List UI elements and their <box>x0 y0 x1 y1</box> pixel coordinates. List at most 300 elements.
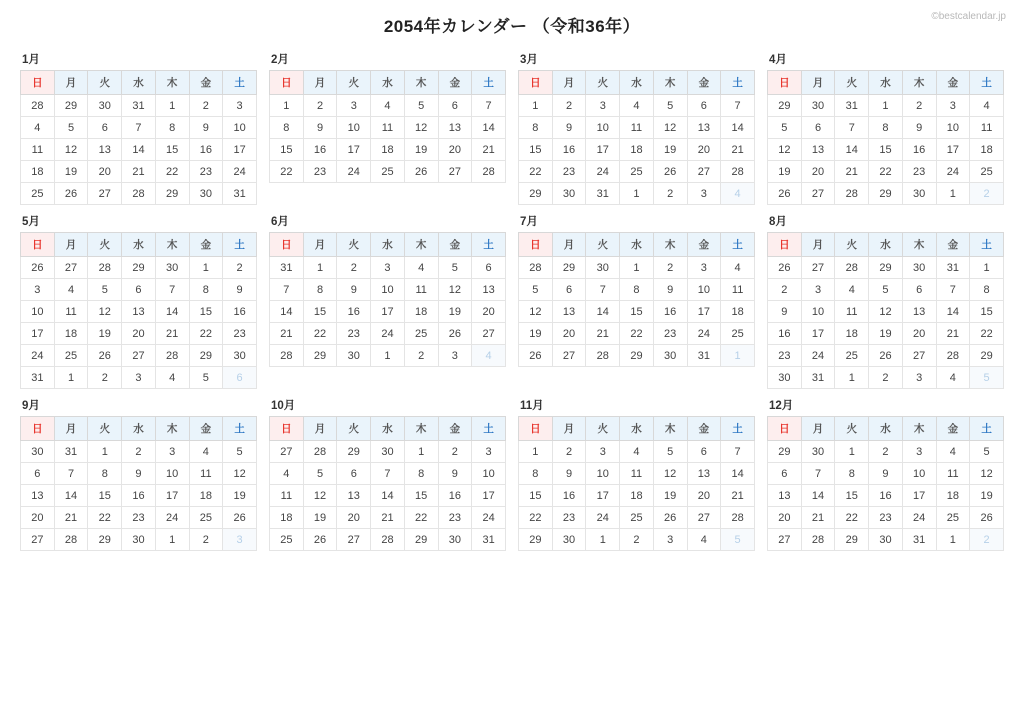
day-cell[interactable]: 16 <box>552 139 586 161</box>
day-cell[interactable]: 1 <box>371 345 405 367</box>
day-cell[interactable]: 12 <box>768 139 802 161</box>
day-cell[interactable]: 29 <box>620 345 654 367</box>
day-cell[interactable]: 4 <box>155 367 189 389</box>
day-cell[interactable]: 7 <box>155 279 189 301</box>
day-cell[interactable]: 19 <box>653 485 687 507</box>
day-cell[interactable]: 25 <box>970 161 1004 183</box>
day-cell[interactable]: 31 <box>801 367 835 389</box>
day-cell[interactable]: 9 <box>337 279 371 301</box>
day-cell[interactable]: 23 <box>552 161 586 183</box>
day-cell[interactable]: 30 <box>337 345 371 367</box>
day-cell[interactable]: 13 <box>472 279 506 301</box>
day-cell[interactable]: 20 <box>337 507 371 529</box>
day-cell[interactable]: 15 <box>835 485 869 507</box>
day-cell[interactable]: 31 <box>54 441 88 463</box>
day-cell[interactable]: 18 <box>404 301 438 323</box>
day-cell[interactable]: 19 <box>519 323 553 345</box>
day-cell[interactable]: 13 <box>801 139 835 161</box>
day-cell[interactable]: 16 <box>902 139 936 161</box>
day-cell[interactable]: 8 <box>88 463 122 485</box>
day-cell[interactable]: 3 <box>337 95 371 117</box>
day-cell[interactable]: 15 <box>519 485 553 507</box>
day-cell[interactable]: 18 <box>970 139 1004 161</box>
day-cell[interactable]: 13 <box>438 117 472 139</box>
day-cell[interactable]: 30 <box>586 257 620 279</box>
day-cell[interactable]: 3 <box>438 345 472 367</box>
day-cell[interactable]: 6 <box>687 441 721 463</box>
day-cell[interactable]: 25 <box>270 529 304 551</box>
day-cell[interactable]: 28 <box>936 345 970 367</box>
day-cell[interactable]: 2 <box>122 441 156 463</box>
day-cell[interactable]: 29 <box>519 529 553 551</box>
day-cell[interactable]: 17 <box>337 139 371 161</box>
day-cell[interactable]: 5 <box>869 279 903 301</box>
day-cell[interactable]: 13 <box>902 301 936 323</box>
day-cell[interactable]: 17 <box>801 323 835 345</box>
day-cell[interactable]: 27 <box>337 529 371 551</box>
day-cell[interactable]: 28 <box>519 257 553 279</box>
day-cell[interactable]: 6 <box>768 463 802 485</box>
day-cell[interactable]: 29 <box>519 183 553 205</box>
day-cell[interactable]: 9 <box>768 301 802 323</box>
day-cell[interactable]: 27 <box>54 257 88 279</box>
day-cell[interactable]: 28 <box>371 529 405 551</box>
day-cell[interactable]: 12 <box>869 301 903 323</box>
day-cell[interactable]: 10 <box>586 463 620 485</box>
day-cell[interactable]: 29 <box>970 345 1004 367</box>
day-cell[interactable]: 6 <box>223 367 257 389</box>
day-cell[interactable]: 11 <box>270 485 304 507</box>
day-cell[interactable]: 18 <box>620 139 654 161</box>
day-cell[interactable]: 2 <box>768 279 802 301</box>
day-cell[interactable]: 29 <box>88 529 122 551</box>
day-cell[interactable]: 14 <box>721 463 755 485</box>
day-cell[interactable]: 21 <box>721 485 755 507</box>
day-cell[interactable]: 24 <box>371 323 405 345</box>
day-cell[interactable]: 26 <box>303 529 337 551</box>
day-cell[interactable]: 24 <box>337 161 371 183</box>
day-cell[interactable]: 2 <box>189 529 223 551</box>
day-cell[interactable]: 7 <box>835 117 869 139</box>
day-cell[interactable]: 29 <box>404 529 438 551</box>
day-cell[interactable]: 8 <box>303 279 337 301</box>
day-cell[interactable]: 5 <box>189 367 223 389</box>
day-cell[interactable]: 26 <box>438 323 472 345</box>
day-cell[interactable]: 19 <box>404 139 438 161</box>
day-cell[interactable]: 30 <box>371 441 405 463</box>
day-cell[interactable]: 29 <box>835 529 869 551</box>
day-cell[interactable]: 27 <box>801 183 835 205</box>
day-cell[interactable]: 24 <box>902 507 936 529</box>
day-cell[interactable]: 1 <box>303 257 337 279</box>
day-cell[interactable]: 5 <box>54 117 88 139</box>
day-cell[interactable]: 4 <box>687 529 721 551</box>
day-cell[interactable]: 30 <box>902 183 936 205</box>
day-cell[interactable]: 6 <box>21 463 55 485</box>
day-cell[interactable]: 3 <box>687 183 721 205</box>
day-cell[interactable]: 10 <box>21 301 55 323</box>
day-cell[interactable]: 24 <box>586 161 620 183</box>
day-cell[interactable]: 3 <box>472 441 506 463</box>
day-cell[interactable]: 31 <box>472 529 506 551</box>
day-cell[interactable]: 3 <box>122 367 156 389</box>
day-cell[interactable]: 16 <box>303 139 337 161</box>
day-cell[interactable]: 30 <box>801 95 835 117</box>
day-cell[interactable]: 2 <box>552 95 586 117</box>
day-cell[interactable]: 3 <box>223 95 257 117</box>
day-cell[interactable]: 17 <box>586 485 620 507</box>
day-cell[interactable]: 20 <box>438 139 472 161</box>
day-cell[interactable]: 5 <box>653 441 687 463</box>
day-cell[interactable]: 22 <box>620 323 654 345</box>
day-cell[interactable]: 1 <box>88 441 122 463</box>
day-cell[interactable]: 4 <box>472 345 506 367</box>
day-cell[interactable]: 14 <box>371 485 405 507</box>
day-cell[interactable]: 20 <box>902 323 936 345</box>
day-cell[interactable]: 4 <box>721 183 755 205</box>
day-cell[interactable]: 1 <box>586 529 620 551</box>
day-cell[interactable]: 3 <box>21 279 55 301</box>
day-cell[interactable]: 25 <box>936 507 970 529</box>
day-cell[interactable]: 1 <box>519 441 553 463</box>
day-cell[interactable]: 16 <box>122 485 156 507</box>
day-cell[interactable]: 5 <box>438 257 472 279</box>
day-cell[interactable]: 29 <box>768 441 802 463</box>
day-cell[interactable]: 14 <box>155 301 189 323</box>
day-cell[interactable]: 11 <box>189 463 223 485</box>
day-cell[interactable]: 18 <box>189 485 223 507</box>
day-cell[interactable]: 25 <box>189 507 223 529</box>
day-cell[interactable]: 15 <box>519 139 553 161</box>
day-cell[interactable]: 30 <box>552 183 586 205</box>
day-cell[interactable]: 18 <box>54 323 88 345</box>
day-cell[interactable]: 23 <box>438 507 472 529</box>
day-cell[interactable]: 31 <box>21 367 55 389</box>
day-cell[interactable]: 4 <box>835 279 869 301</box>
day-cell[interactable]: 16 <box>653 301 687 323</box>
day-cell[interactable]: 5 <box>223 441 257 463</box>
day-cell[interactable]: 23 <box>337 323 371 345</box>
day-cell[interactable]: 4 <box>620 95 654 117</box>
day-cell[interactable]: 27 <box>122 345 156 367</box>
day-cell[interactable]: 1 <box>721 345 755 367</box>
day-cell[interactable]: 1 <box>970 257 1004 279</box>
day-cell[interactable]: 16 <box>223 301 257 323</box>
day-cell[interactable]: 18 <box>270 507 304 529</box>
day-cell[interactable]: 30 <box>902 257 936 279</box>
day-cell[interactable]: 8 <box>620 279 654 301</box>
day-cell[interactable]: 13 <box>552 301 586 323</box>
day-cell[interactable]: 12 <box>438 279 472 301</box>
day-cell[interactable]: 3 <box>586 95 620 117</box>
day-cell[interactable]: 15 <box>970 301 1004 323</box>
day-cell[interactable]: 30 <box>21 441 55 463</box>
day-cell[interactable]: 20 <box>552 323 586 345</box>
day-cell[interactable]: 2 <box>88 367 122 389</box>
day-cell[interactable]: 20 <box>801 161 835 183</box>
day-cell[interactable]: 12 <box>54 139 88 161</box>
day-cell[interactable]: 28 <box>54 529 88 551</box>
day-cell[interactable]: 2 <box>653 257 687 279</box>
day-cell[interactable]: 2 <box>303 95 337 117</box>
day-cell[interactable]: 18 <box>721 301 755 323</box>
day-cell[interactable]: 7 <box>270 279 304 301</box>
day-cell[interactable]: 4 <box>721 257 755 279</box>
day-cell[interactable]: 16 <box>438 485 472 507</box>
day-cell[interactable]: 12 <box>970 463 1004 485</box>
day-cell[interactable]: 15 <box>620 301 654 323</box>
day-cell[interactable]: 4 <box>54 279 88 301</box>
day-cell[interactable]: 14 <box>586 301 620 323</box>
day-cell[interactable]: 14 <box>801 485 835 507</box>
day-cell[interactable]: 25 <box>54 345 88 367</box>
day-cell[interactable]: 9 <box>303 117 337 139</box>
day-cell[interactable]: 5 <box>404 95 438 117</box>
day-cell[interactable]: 16 <box>337 301 371 323</box>
day-cell[interactable]: 22 <box>519 161 553 183</box>
day-cell[interactable]: 30 <box>223 345 257 367</box>
day-cell[interactable]: 5 <box>303 463 337 485</box>
day-cell[interactable]: 3 <box>371 257 405 279</box>
day-cell[interactable]: 22 <box>88 507 122 529</box>
day-cell[interactable]: 2 <box>970 529 1004 551</box>
day-cell[interactable]: 29 <box>54 95 88 117</box>
day-cell[interactable]: 28 <box>88 257 122 279</box>
day-cell[interactable]: 21 <box>721 139 755 161</box>
day-cell[interactable]: 24 <box>21 345 55 367</box>
day-cell[interactable]: 22 <box>519 507 553 529</box>
day-cell[interactable]: 30 <box>768 367 802 389</box>
day-cell[interactable]: 6 <box>337 463 371 485</box>
day-cell[interactable]: 30 <box>122 529 156 551</box>
day-cell[interactable]: 26 <box>653 161 687 183</box>
day-cell[interactable]: 28 <box>835 183 869 205</box>
day-cell[interactable]: 26 <box>970 507 1004 529</box>
day-cell[interactable]: 29 <box>337 441 371 463</box>
day-cell[interactable]: 12 <box>303 485 337 507</box>
day-cell[interactable]: 23 <box>768 345 802 367</box>
day-cell[interactable]: 23 <box>223 323 257 345</box>
day-cell[interactable]: 4 <box>404 257 438 279</box>
day-cell[interactable]: 8 <box>270 117 304 139</box>
day-cell[interactable]: 11 <box>21 139 55 161</box>
day-cell[interactable]: 24 <box>687 323 721 345</box>
day-cell[interactable]: 13 <box>88 139 122 161</box>
day-cell[interactable]: 19 <box>653 139 687 161</box>
day-cell[interactable]: 13 <box>122 301 156 323</box>
day-cell[interactable]: 28 <box>155 345 189 367</box>
day-cell[interactable]: 28 <box>270 345 304 367</box>
day-cell[interactable]: 7 <box>721 95 755 117</box>
day-cell[interactable]: 7 <box>472 95 506 117</box>
day-cell[interactable]: 21 <box>155 323 189 345</box>
day-cell[interactable]: 30 <box>801 441 835 463</box>
day-cell[interactable]: 2 <box>902 95 936 117</box>
day-cell[interactable]: 17 <box>936 139 970 161</box>
day-cell[interactable]: 7 <box>122 117 156 139</box>
day-cell[interactable]: 16 <box>189 139 223 161</box>
day-cell[interactable]: 9 <box>552 117 586 139</box>
day-cell[interactable]: 17 <box>902 485 936 507</box>
day-cell[interactable]: 7 <box>936 279 970 301</box>
day-cell[interactable]: 29 <box>122 257 156 279</box>
day-cell[interactable]: 8 <box>404 463 438 485</box>
day-cell[interactable]: 10 <box>472 463 506 485</box>
day-cell[interactable]: 26 <box>21 257 55 279</box>
day-cell[interactable]: 16 <box>768 323 802 345</box>
day-cell[interactable]: 30 <box>869 529 903 551</box>
day-cell[interactable]: 11 <box>371 117 405 139</box>
day-cell[interactable]: 4 <box>21 117 55 139</box>
day-cell[interactable]: 16 <box>552 485 586 507</box>
day-cell[interactable]: 3 <box>902 441 936 463</box>
day-cell[interactable]: 6 <box>552 279 586 301</box>
day-cell[interactable]: 26 <box>869 345 903 367</box>
day-cell[interactable]: 14 <box>54 485 88 507</box>
day-cell[interactable]: 21 <box>801 507 835 529</box>
day-cell[interactable]: 27 <box>801 257 835 279</box>
day-cell[interactable]: 11 <box>835 301 869 323</box>
day-cell[interactable]: 31 <box>223 183 257 205</box>
day-cell[interactable]: 19 <box>438 301 472 323</box>
day-cell[interactable]: 24 <box>155 507 189 529</box>
day-cell[interactable]: 19 <box>970 485 1004 507</box>
day-cell[interactable]: 3 <box>155 441 189 463</box>
day-cell[interactable]: 17 <box>223 139 257 161</box>
day-cell[interactable]: 10 <box>902 463 936 485</box>
day-cell[interactable]: 17 <box>21 323 55 345</box>
day-cell[interactable]: 2 <box>337 257 371 279</box>
day-cell[interactable]: 17 <box>472 485 506 507</box>
day-cell[interactable]: 30 <box>653 345 687 367</box>
day-cell[interactable]: 18 <box>936 485 970 507</box>
day-cell[interactable]: 29 <box>869 183 903 205</box>
day-cell[interactable]: 11 <box>404 279 438 301</box>
day-cell[interactable]: 29 <box>155 183 189 205</box>
day-cell[interactable]: 28 <box>586 345 620 367</box>
day-cell[interactable]: 23 <box>869 507 903 529</box>
day-cell[interactable]: 14 <box>835 139 869 161</box>
day-cell[interactable]: 26 <box>519 345 553 367</box>
day-cell[interactable]: 12 <box>223 463 257 485</box>
day-cell[interactable]: 4 <box>970 95 1004 117</box>
day-cell[interactable]: 20 <box>768 507 802 529</box>
day-cell[interactable]: 8 <box>835 463 869 485</box>
day-cell[interactable]: 28 <box>472 161 506 183</box>
day-cell[interactable]: 3 <box>223 529 257 551</box>
day-cell[interactable]: 26 <box>88 345 122 367</box>
day-cell[interactable]: 10 <box>586 117 620 139</box>
day-cell[interactable]: 27 <box>88 183 122 205</box>
day-cell[interactable]: 25 <box>620 507 654 529</box>
day-cell[interactable]: 1 <box>620 257 654 279</box>
day-cell[interactable]: 31 <box>270 257 304 279</box>
day-cell[interactable]: 1 <box>270 95 304 117</box>
day-cell[interactable]: 5 <box>88 279 122 301</box>
day-cell[interactable]: 30 <box>552 529 586 551</box>
day-cell[interactable]: 11 <box>54 301 88 323</box>
day-cell[interactable]: 10 <box>337 117 371 139</box>
day-cell[interactable]: 18 <box>835 323 869 345</box>
day-cell[interactable]: 2 <box>653 183 687 205</box>
day-cell[interactable]: 13 <box>21 485 55 507</box>
day-cell[interactable]: 8 <box>519 463 553 485</box>
day-cell[interactable]: 6 <box>88 117 122 139</box>
day-cell[interactable]: 30 <box>189 183 223 205</box>
day-cell[interactable]: 31 <box>122 95 156 117</box>
day-cell[interactable]: 17 <box>586 139 620 161</box>
day-cell[interactable]: 23 <box>189 161 223 183</box>
day-cell[interactable]: 3 <box>687 257 721 279</box>
day-cell[interactable]: 28 <box>721 507 755 529</box>
day-cell[interactable]: 9 <box>902 117 936 139</box>
day-cell[interactable]: 5 <box>721 529 755 551</box>
day-cell[interactable]: 24 <box>801 345 835 367</box>
day-cell[interactable]: 21 <box>586 323 620 345</box>
day-cell[interactable]: 8 <box>189 279 223 301</box>
day-cell[interactable]: 31 <box>835 95 869 117</box>
day-cell[interactable]: 1 <box>189 257 223 279</box>
day-cell[interactable]: 26 <box>768 183 802 205</box>
day-cell[interactable]: 6 <box>122 279 156 301</box>
day-cell[interactable]: 21 <box>936 323 970 345</box>
day-cell[interactable]: 1 <box>54 367 88 389</box>
day-cell[interactable]: 23 <box>902 161 936 183</box>
day-cell[interactable]: 1 <box>519 95 553 117</box>
day-cell[interactable]: 14 <box>472 117 506 139</box>
day-cell[interactable]: 8 <box>155 117 189 139</box>
day-cell[interactable]: 21 <box>270 323 304 345</box>
day-cell[interactable]: 11 <box>936 463 970 485</box>
day-cell[interactable]: 26 <box>653 507 687 529</box>
day-cell[interactable]: 19 <box>88 323 122 345</box>
day-cell[interactable]: 26 <box>768 257 802 279</box>
day-cell[interactable]: 2 <box>189 95 223 117</box>
day-cell[interactable]: 8 <box>869 117 903 139</box>
day-cell[interactable]: 7 <box>54 463 88 485</box>
day-cell[interactable]: 23 <box>653 323 687 345</box>
day-cell[interactable]: 11 <box>721 279 755 301</box>
day-cell[interactable]: 21 <box>835 161 869 183</box>
day-cell[interactable]: 18 <box>21 161 55 183</box>
day-cell[interactable]: 2 <box>869 441 903 463</box>
day-cell[interactable]: 19 <box>303 507 337 529</box>
day-cell[interactable]: 13 <box>768 485 802 507</box>
day-cell[interactable]: 19 <box>869 323 903 345</box>
day-cell[interactable]: 9 <box>122 463 156 485</box>
day-cell[interactable]: 25 <box>404 323 438 345</box>
day-cell[interactable]: 13 <box>687 117 721 139</box>
day-cell[interactable]: 29 <box>768 95 802 117</box>
day-cell[interactable]: 11 <box>970 117 1004 139</box>
day-cell[interactable]: 29 <box>869 257 903 279</box>
day-cell[interactable]: 7 <box>721 441 755 463</box>
day-cell[interactable]: 12 <box>88 301 122 323</box>
day-cell[interactable]: 20 <box>122 323 156 345</box>
day-cell[interactable]: 8 <box>970 279 1004 301</box>
day-cell[interactable]: 15 <box>189 301 223 323</box>
day-cell[interactable]: 16 <box>869 485 903 507</box>
day-cell[interactable]: 5 <box>519 279 553 301</box>
day-cell[interactable]: 27 <box>472 323 506 345</box>
day-cell[interactable]: 27 <box>902 345 936 367</box>
day-cell[interactable]: 4 <box>936 441 970 463</box>
day-cell[interactable]: 22 <box>404 507 438 529</box>
day-cell[interactable]: 28 <box>21 95 55 117</box>
day-cell[interactable]: 28 <box>835 257 869 279</box>
day-cell[interactable]: 1 <box>936 183 970 205</box>
day-cell[interactable]: 21 <box>54 507 88 529</box>
